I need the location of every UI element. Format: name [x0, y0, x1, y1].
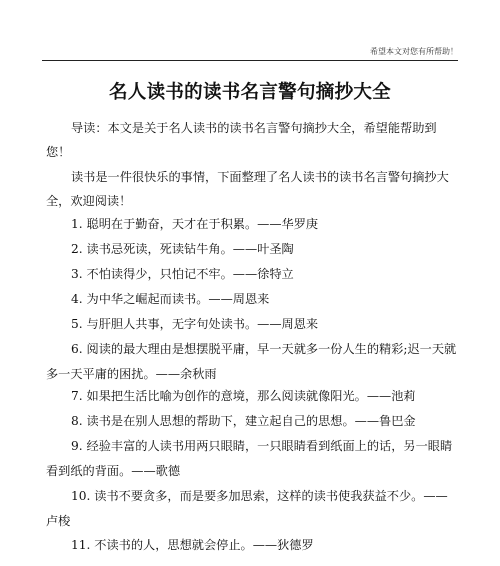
list-item — [46, 237, 458, 262]
intro-paragraph: 导读：本文是关于名人读书的读书名言警句摘抄大全，希望能帮助到您！ — [46, 121, 437, 159]
list-item-text: 读书是在别人思想的帮助下，建立起自己的思想。——鲁巴金 — [86, 414, 416, 428]
list-item — [46, 312, 458, 337]
list-item — [46, 384, 458, 409]
list-item — [46, 434, 458, 484]
list-item-text: 如果把生活比喻为创作的意境，那么阅读就像阳光。——池莉 — [86, 389, 416, 403]
list-item-number: 5. — [71, 317, 83, 331]
list-item-text: 为中华之崛起而读书。——周恩来 — [86, 292, 270, 306]
list-item-number: 2. — [71, 242, 83, 256]
list-item-text: 经验丰富的人读书用两只眼睛，一只眼睛看到纸面上的话，另一眼睛看到纸的背面。——歌德 — [46, 439, 453, 478]
list-item-text: 不读书的人，思想就会停止。——狄德罗 — [94, 538, 314, 552]
header-note: 希望本文对您有所帮助！ — [370, 47, 458, 56]
list-item — [46, 262, 458, 287]
list-item — [46, 287, 458, 312]
list-item-number: 4. — [71, 292, 83, 306]
list-item-number: 10. — [71, 489, 91, 503]
list-item — [46, 337, 458, 387]
list-item — [46, 533, 458, 558]
lead-paragraph: 读书是一件很快乐的事情，下面整理了名人读书的读书名言警句摘抄大全，欢迎阅读！ — [46, 170, 449, 208]
page-title: 名人读书的读书名言警句摘抄大全 — [108, 82, 391, 103]
list-item — [46, 484, 458, 534]
list-item-text: 与肝胆人共事，无字句处读书。——周恩来 — [86, 317, 319, 331]
list-item-text: 不怕读得少，只怕记不牢。——徐特立 — [86, 267, 294, 281]
list-item-text: 阅读的最大理由是想摆脱平庸，早一天就多一份人生的精彩;迟一天就多一天平庸的困扰。——余秋雨 — [46, 342, 457, 381]
list-item-number: 6. — [71, 342, 83, 356]
header-divider — [42, 60, 458, 61]
list-item-number: 7. — [71, 389, 83, 403]
list-item — [46, 409, 458, 434]
list-item-text: 聪明在于勤奋，天才在于积累。——华罗庚 — [86, 217, 319, 231]
list-item-number: 3. — [71, 267, 83, 281]
list-item-number: 8. — [71, 414, 83, 428]
list-item-number: 11. — [71, 538, 91, 552]
list-item-number: 9. — [71, 439, 83, 453]
list-item-text: 读书忌死读，死读钻牛角。——叶圣陶 — [86, 242, 294, 256]
list-item-number: 1. — [71, 217, 83, 231]
list-item — [46, 212, 458, 237]
list-item-text: 读书不要贪多，而是要多加思索，这样的读书使我获益不少。——卢梭 — [46, 489, 448, 528]
